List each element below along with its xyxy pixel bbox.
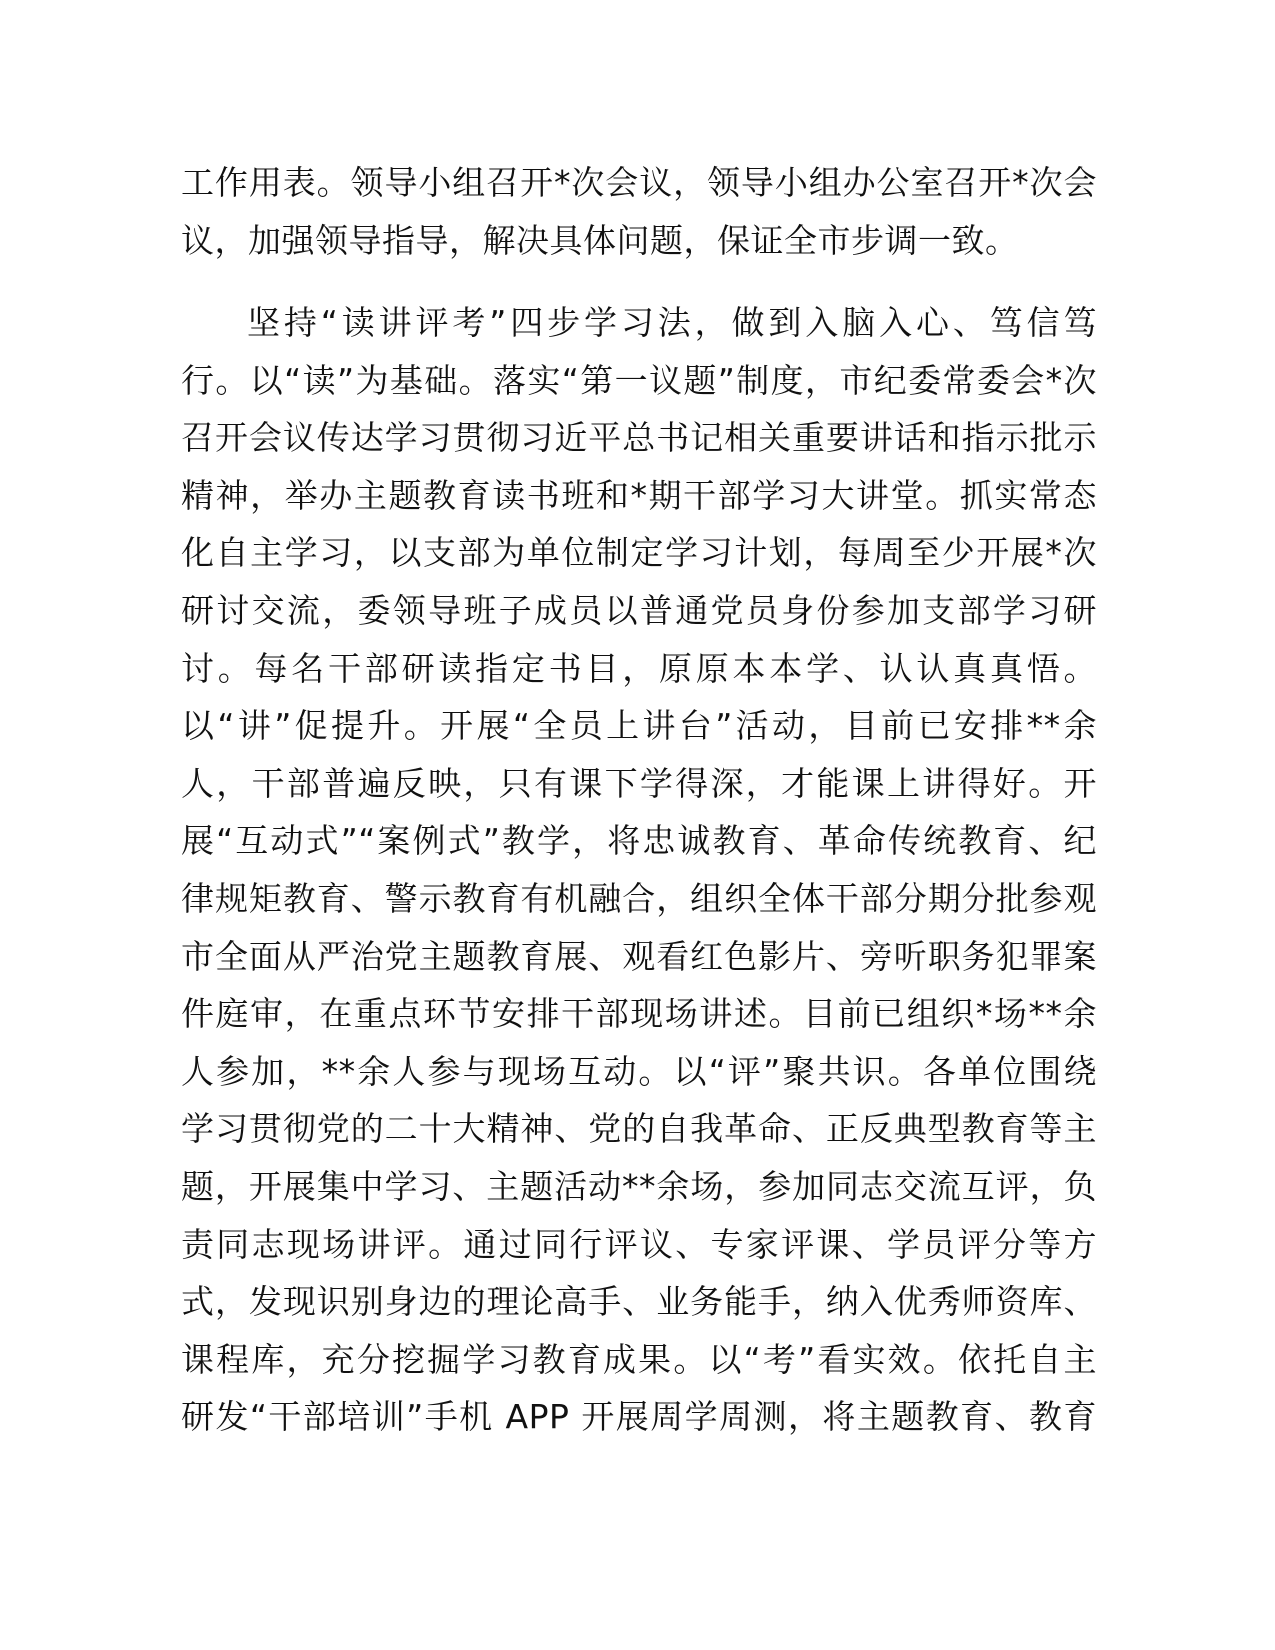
paragraph-2-line-19: 课程库，充分挖掘学习教育成果。以“考”看实效。依托自主 [181, 1339, 1097, 1379]
paragraph-2-line-15: 学习贯彻党的二十大精神、党的自我革命、正反典型教育等主 [181, 1109, 1097, 1149]
paragraph-2-line-17: 责同志现场讲评。通过同行评议、专家评课、学员评分等方 [181, 1224, 1097, 1264]
paragraph-2-line-3: 召开会议传达学习贯彻习近平总书记相关重要讲话和指示批示 [181, 418, 1097, 458]
paragraph-2-line-6: 研讨交流，委领导班子成员以普通党员身份参加支部学习研 [181, 590, 1097, 630]
paragraph-2 [181, 294, 1097, 1446]
paragraph-1 [181, 154, 1097, 269]
paragraph-2-line-11: 律规矩教育、警示教育有机融合，组织全体干部分期分批参观 [181, 878, 1097, 918]
paragraph-2-line-4: 精神，举办主题教育读书班和*期干部学习大讲堂。抓实常态 [181, 475, 1097, 515]
paragraph-2-line-18: 式，发现识别身边的理论高手、业务能手，纳入优秀师资库、 [181, 1282, 1097, 1322]
paragraph-2-line-2: 行。以“读”为基础。落实“第一议题”制度，市纪委常委会*次 [181, 360, 1097, 400]
paragraph-2-line-1: 坚持“读讲评考”四步学习法，做到入脑入心、笃信笃 [247, 303, 1097, 342]
paragraph-2-line-13: 件庭审，在重点环节安排干部现场讲述。目前已组织*场**余 [181, 994, 1097, 1034]
paragraph-2-line-7: 讨。每名干部研读指定书目，原原本本学、认认真真悟。 [181, 648, 1097, 688]
paragraph-1-line-1: 工作用表。领导小组召开*次会议，领导小组办公室召开*次会 [181, 163, 1097, 202]
paragraph-1-line-2: 议，加强领导指导，解决具体问题，保证全市步调一致。 [181, 220, 1019, 260]
paragraph-2-line-14: 人参加，**余人参与现场互动。以“评”聚共识。各单位围绕 [181, 1051, 1097, 1091]
paragraph-2-line-12: 市全面从严治党主题教育展、观看红色影片、旁听职务犯罪案 [181, 936, 1097, 976]
paragraph-2-line-5: 化自主学习，以支部为单位制定学习计划，每周至少开展*次 [181, 533, 1097, 573]
paragraph-2-line-8: 以“讲”促提升。开展“全员上讲台”活动，目前已安排**余 [181, 706, 1097, 746]
paragraph-2-line-16: 题，开展集中学习、主题活动**余场，参加同志交流互评，负 [181, 1166, 1097, 1206]
paragraph-2-line-20: 研发“干部培训”手机 APP 开展周学周测，将主题教育、教育 [181, 1397, 1097, 1437]
paragraph-2-line-10: 展“互动式”“案例式”教学，将忠诚教育、革命传统教育、纪 [181, 821, 1097, 861]
paragraph-2-line-9: 人，干部普遍反映，只有课下学得深，才能课上讲得好。开 [181, 763, 1097, 803]
